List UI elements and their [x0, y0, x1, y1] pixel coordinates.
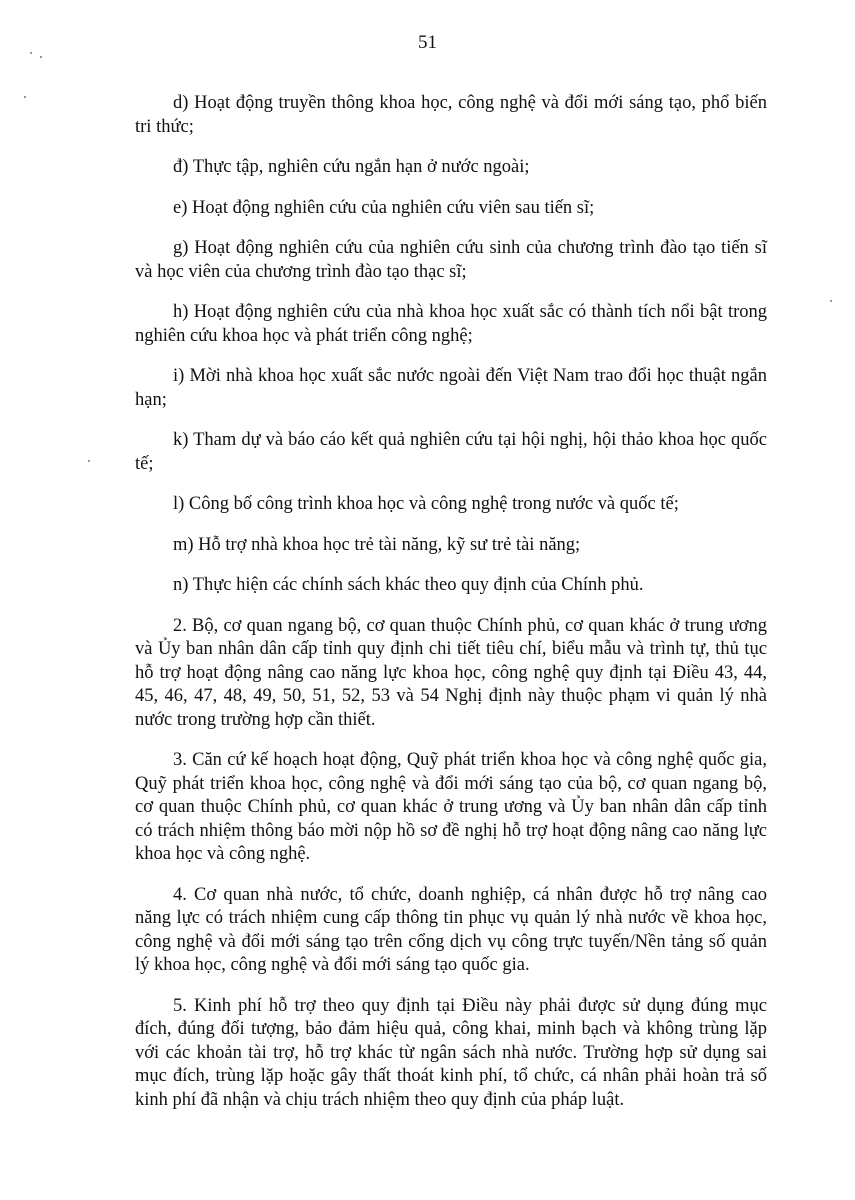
scan-speck: [40, 56, 42, 58]
paragraph-clause-3: 3. Căn cứ kế hoạch hoạt động, Quỹ phát triển khoa học và công nghệ quốc gia, Quỹ phát triển khoa học, công nghệ và đổi mới sáng tạo của bộ, cơ quan ngang bộ, cơ quan thuộc Chính phủ, cơ quan khác ở trung ương và Ủy ban nhân dân cấp tỉnh có trách nhiệm thông báo mời nộp hồ sơ đề nghị hỗ trợ hoạt động nâng cao năng lực khoa học và công nghệ.: [135, 750, 767, 864]
scan-speck: [24, 96, 26, 98]
paragraph-item-h: h) Hoạt động nghiên cứu của nhà khoa học xuất sắc có thành tích nổi bật trong nghiên cứu khoa học và phát triển công nghệ;: [135, 302, 767, 346]
scan-speck: [830, 300, 832, 302]
page-number: 51: [418, 32, 437, 53]
paragraph-clause-2: 2. Bộ, cơ quan ngang bộ, cơ quan thuộc Chính phủ, cơ quan khác ở trung ương và Ủy ban nhân dân cấp tỉnh quy định chi tiết tiêu chí, biểu mẫu và trình tự, thủ tục hỗ trợ hoạt động nâng cao năng lực khoa học, công nghệ quy định tại Điều 43, 44, 45, 46, 47, 48, 49, 50, 51, 52, 53 và 54 Nghị định này thuộc phạm vi quản lý nhà nước trong trường hợp cần thiết.: [135, 615, 767, 730]
paragraph-clause-4: 4. Cơ quan nhà nước, tổ chức, doanh nghiệp, cá nhân được hỗ trợ nâng cao năng lực có trách nhiệm cung cấp thông tin phục vụ quản lý nhà nước về khoa học, công nghệ và đổi mới sáng tạo trên cổng dịch vụ công trực tuyến/Nền tảng số quản lý khoa học, công nghệ và đổi mới sáng tạo quốc gia.: [135, 884, 767, 975]
paragraph-clause-5: 5. Kinh phí hỗ trợ theo quy định tại Điều này phải được sử dụng đúng mục đích, đúng đối tượng, bảo đảm hiệu quả, công khai, minh bạch và không trùng lặp với các khoản tài trợ, hỗ trợ khác từ ngân sách nhà nước. Trường hợp sử dụng sai mục đích, trùng lặp hoặc gây thất thoát kinh phí, tổ chức, cá nhân phải hoàn trả số kinh phí đã nhận và chịu trách nhiệm theo quy định của pháp luật.: [135, 995, 767, 1110]
paragraph-item-k: k) Tham dự và báo cáo kết quả nghiên cứu tại hội nghị, hội thảo khoa học quốc tế;: [135, 430, 767, 474]
paragraph-item-n: n) Thực hiện các chính sách khác theo quy định của Chính phủ.: [173, 575, 644, 595]
paragraph-item-e: e) Hoạt động nghiên cứu của nghiên cứu viên sau tiến sĩ;: [173, 197, 595, 218]
paragraph-item-m: m) Hỗ trợ nhà khoa học trẻ tài năng, kỹ sư trẻ tài năng;: [173, 534, 581, 555]
paragraph-item-l: l) Công bố công trình khoa học và công nghệ trong nước và quốc tế;: [173, 494, 679, 514]
paragraph-item-g: g) Hoạt động nghiên cứu của nghiên cứu sinh của chương trình đào tạo tiến sĩ và học viên của chương trình đào tạo thạc sĩ;: [135, 238, 767, 282]
scan-speck: [88, 460, 90, 462]
paragraph-item-d: d) Hoạt động truyền thông khoa học, công nghệ và đổi mới sáng tạo, phổ biến tri thức;: [135, 93, 767, 137]
document-body: [135, 92, 767, 1129]
paragraph-item-i: i) Mời nhà khoa học xuất sắc nước ngoài đến Việt Nam trao đổi học thuật ngắn hạn;: [135, 366, 767, 410]
paragraph-item-dd: đ) Thực tập, nghiên cứu ngắn hạn ở nước ngoài;: [173, 157, 530, 177]
